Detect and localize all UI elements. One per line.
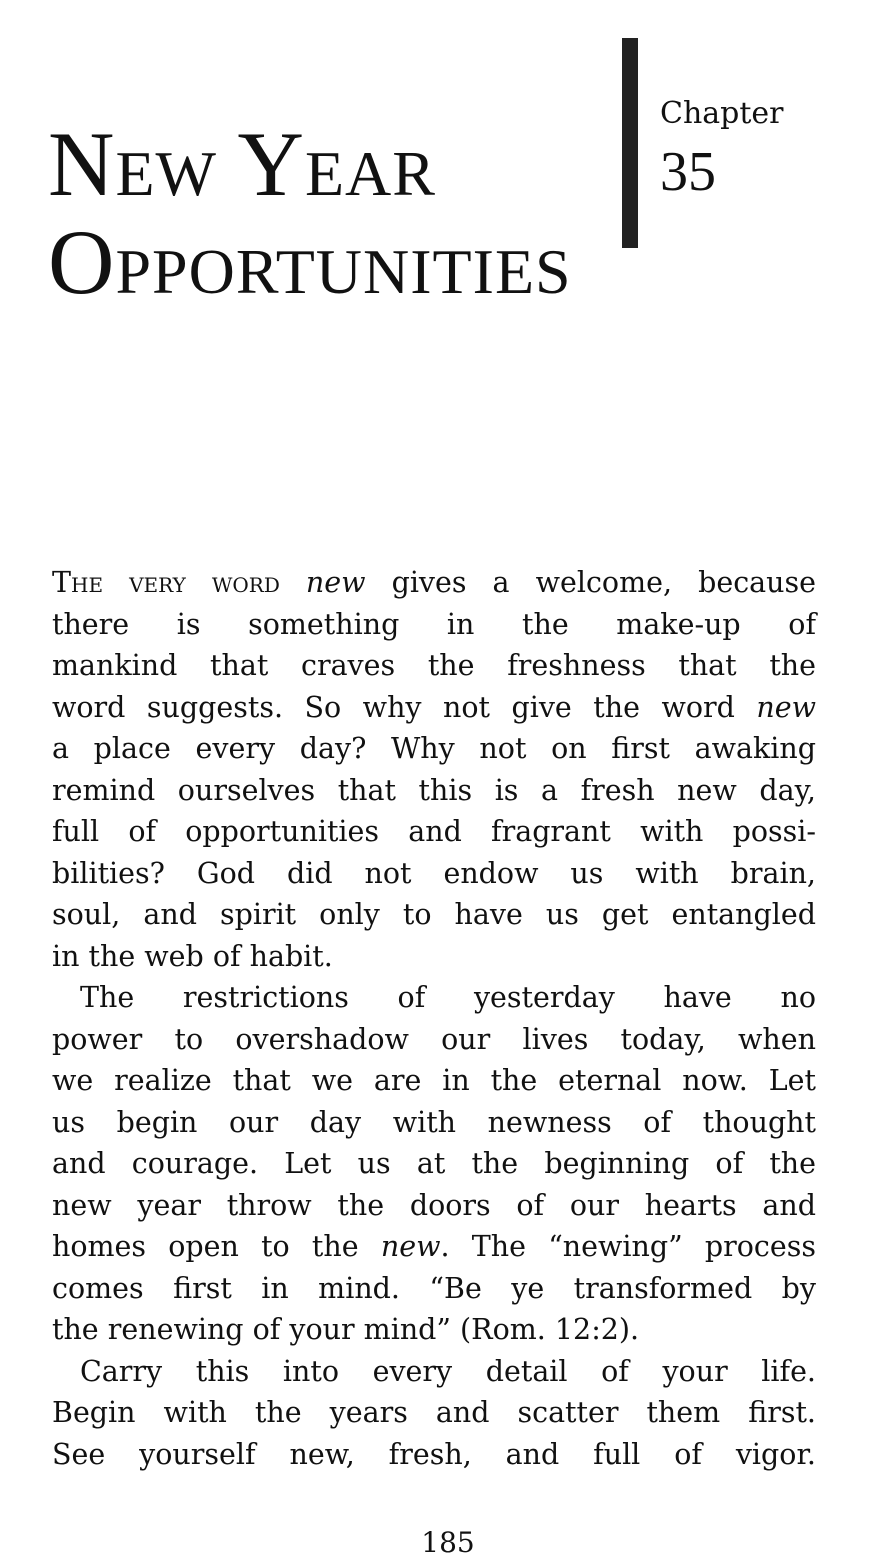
text-line: comes first in mind. “Be ye transformed by <box>52 1271 816 1305</box>
text-span: homes open to the <box>52 1230 381 1263</box>
text-line: power to overshadow our lives today, when <box>52 1022 816 1056</box>
text-line: full of opportunities and fragrant with possi- <box>52 815 816 848</box>
page-number: 185 <box>421 1526 475 1559</box>
text-span: . The “newing” process <box>440 1230 817 1263</box>
small-caps-lead: The very word <box>52 566 280 599</box>
text-line <box>52 562 816 604</box>
chapter-number: 35 <box>660 141 716 203</box>
text-line: bilities? God did not endow us with brain, <box>52 856 816 890</box>
text-line: Carry this into every detail of your life. <box>80 1354 816 1388</box>
chapter-label: Chapter <box>660 96 784 131</box>
text-line: soul, and spirit only to have us get entangled <box>52 898 816 931</box>
text-line: the renewing of your mind” (Rom. 12:2). <box>52 1313 640 1346</box>
text-line: us begin our day with newness of thought <box>52 1105 816 1139</box>
chapter-title-line-1: New Year <box>48 113 436 215</box>
text-line: new year throw the doors of our hearts and <box>52 1188 816 1222</box>
text-line: remind ourselves that this is a fresh new day, <box>52 773 816 807</box>
text-line: a place every day? Why not on first awaking <box>52 732 816 765</box>
text-line: we realize that we are in the eternal now. Let <box>52 1064 816 1097</box>
text-line: mankind that craves the freshness that the <box>52 649 816 682</box>
text-span: word suggests. So why not give the word <box>52 690 757 724</box>
italic-word: new <box>380 1230 441 1263</box>
body-text <box>52 562 816 1475</box>
italic-word: new <box>756 690 816 724</box>
text-line: The restrictions of yesterday have no <box>80 981 816 1014</box>
text-line <box>52 687 816 729</box>
text-line: there is something in the make-up of <box>52 607 816 641</box>
chapter-title-line-2: Opportunities <box>48 211 572 313</box>
text-line: in the web of habit. <box>52 939 333 973</box>
text-line: Begin with the years and scatter them first. <box>52 1396 816 1429</box>
chapter-divider-bar <box>622 38 638 248</box>
text-line <box>52 1226 816 1268</box>
text-line: and courage. Let us at the beginning of the <box>52 1147 816 1180</box>
text-line: See yourself new, fresh, and full of vigor. <box>52 1437 816 1471</box>
text-span: gives a welcome, because <box>365 566 816 599</box>
italic-word: new <box>279 566 366 599</box>
